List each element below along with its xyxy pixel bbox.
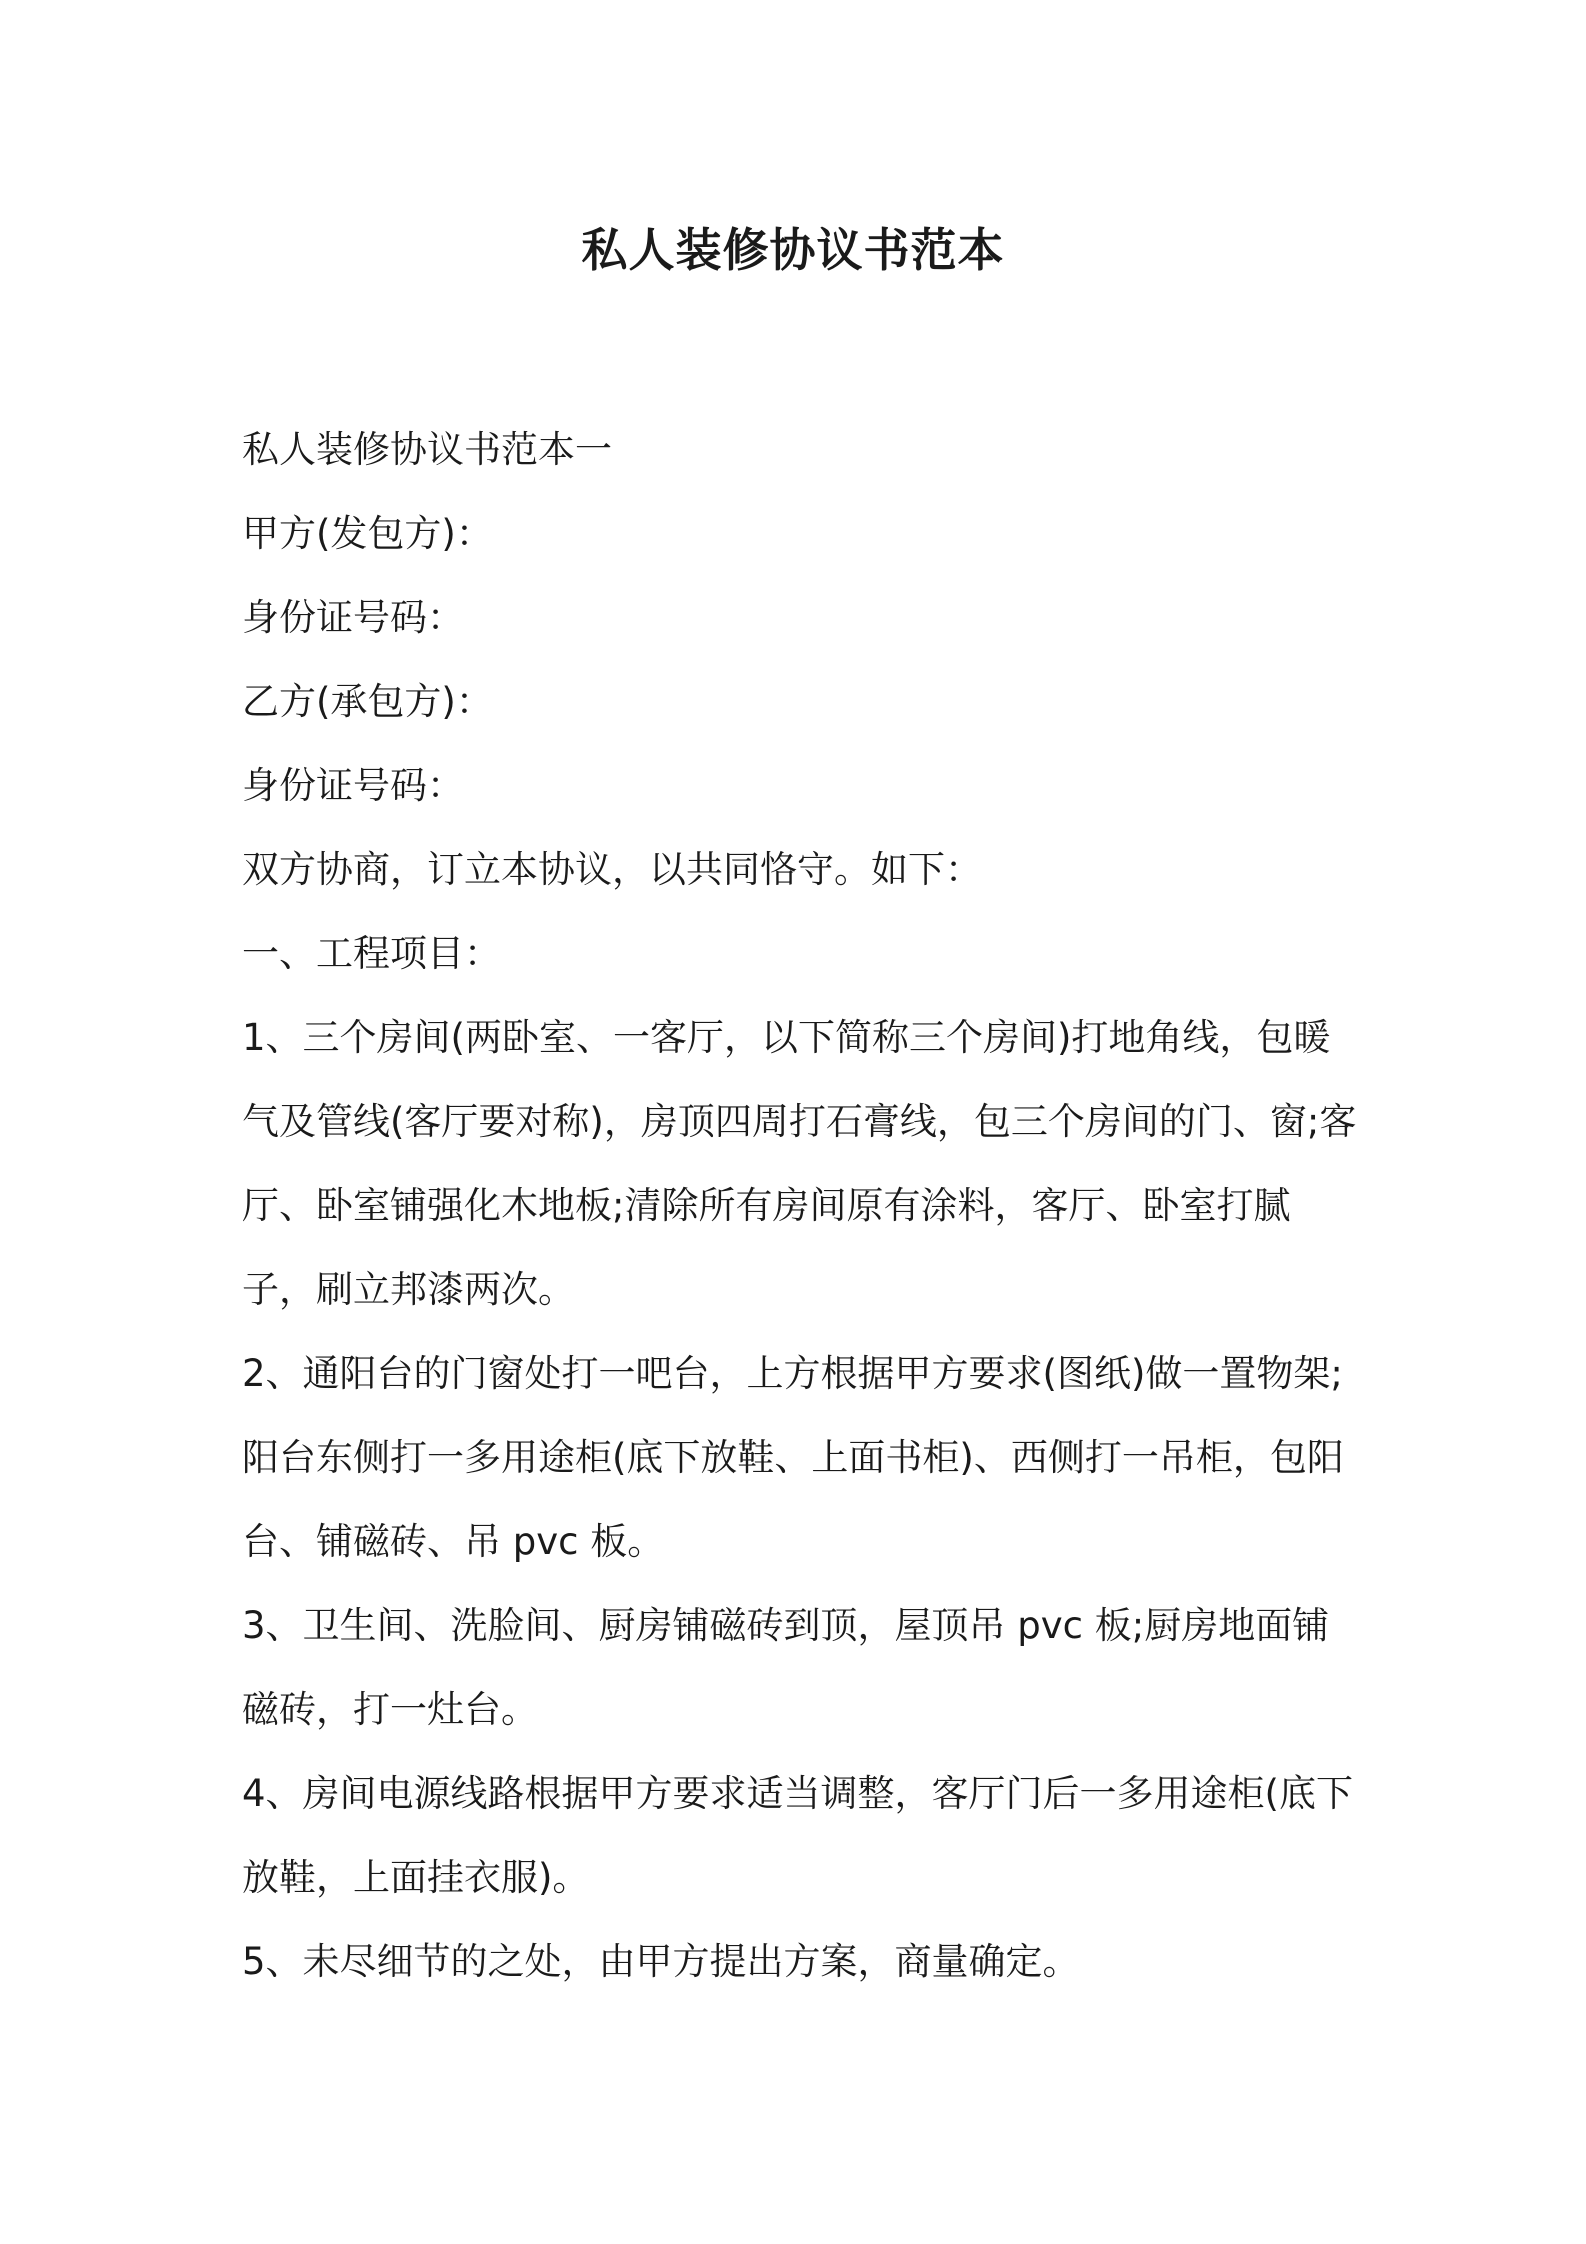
party-a-line: 甲方(发包方)：: [242, 512, 493, 555]
project-item-5: 5、未尽细节的之处，由甲方提出方案，商量确定。: [242, 1940, 1080, 1983]
project-item-3: 3、卫生间、洗脸间、厨房铺磁砖到顶，屋顶吊 pvc 板;厨房地面铺磁砖，打一灶台。: [242, 1604, 1330, 1731]
party-b-line: 乙方(承包方)：: [242, 680, 493, 723]
agreement-intro: 双方协商，订立本协议，以共同恪守。如下：: [242, 848, 982, 891]
document-body: [242, 408, 1362, 2004]
party-a-id-line: 身份证号码：: [242, 596, 464, 639]
project-item-4: 4、房间电源线路根据甲方要求适当调整，客厅门后一多用途柜(底下放鞋，上面挂衣服)。: [242, 1772, 1353, 1899]
party-b-id-line: 身份证号码：: [242, 764, 464, 807]
project-item-2: 2、通阳台的门窗处打一吧台，上方根据甲方要求(图纸)做一置物架;阳台东侧打一多用途柜(底下放鞋、上面书柜)、西侧打一吊柜，包阳台、铺磁砖、吊 pvc 板。: [242, 1352, 1344, 1563]
project-heading: 一、工程项目：: [242, 932, 501, 975]
document-title: 私人装修协议书范本: [581, 223, 1005, 277]
project-item-1: 1、三个房间(两卧室、一客厅，以下简称三个房间)打地角线，包暖气及管线(客厅要对称)，房顶四周打石膏线，包三个房间的门、窗;客厅、卧室铺强化木地板;清除所有房间原有涂料，客厅、卧室打腻子，刷立邦漆两次。: [242, 1016, 1357, 1311]
section-heading: 私人装修协议书范本一: [242, 428, 612, 471]
